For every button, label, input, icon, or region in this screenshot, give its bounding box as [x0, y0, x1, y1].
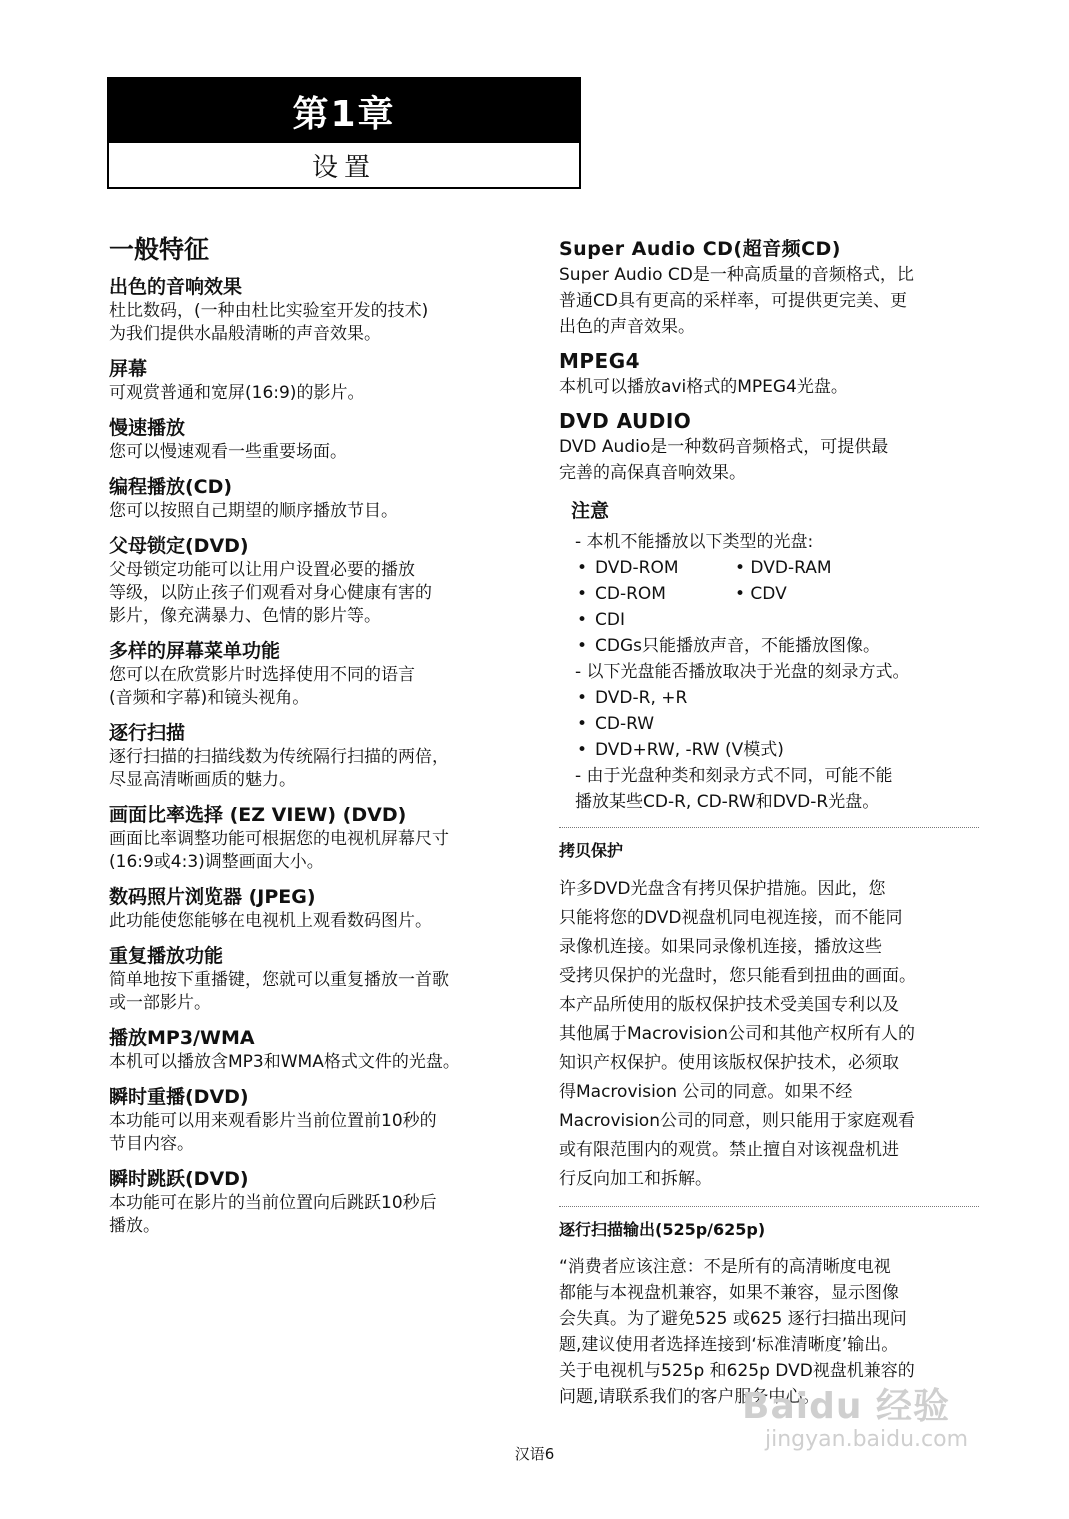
chapter-title: 第1章	[109, 79, 579, 143]
progressive-title: 逐行扫描输出(525p/625p)	[559, 1220, 766, 1239]
page-number: 汉语6	[514, 1445, 555, 1463]
feature-text: 您可以按照自己期望的顺序播放节目。	[109, 501, 398, 521]
note-box	[559, 496, 989, 815]
divider	[559, 1206, 979, 1207]
list-item: • CDGs只能播放声音，不能播放图像。	[577, 636, 880, 656]
right-column	[559, 236, 989, 1410]
copy-protection-text: 许多DVD光盘含有拷贝保护措施。因此，您 只能将您的DVD视盘机同电视连接，而不能同 录像机连接。如果同录像机连接，播放这些 受拷贝保护的光盘时，您只能看到扭曲的画面。 本产品所使用的版权保护技术受美国专利以及 其他属于Macrovision公司和其他产权所有人的 知识产权保护。使用该版权保护技术，必须取 得Macrovision 公司的同意。如果不经 Macrovision公司的同意，则只能用于家庭观看 或有限范围内的观赏。禁止擅自对该视盘机进 行反向加工和拆解。	[559, 879, 916, 1189]
feature-title: 出色的音响效果	[109, 276, 243, 298]
watermark-url: jingyan.baidu.com	[765, 1427, 969, 1452]
note-line: - 本机不能播放以下类型的光盘:	[575, 532, 814, 552]
feature-title: 父母锁定(DVD)	[109, 535, 249, 557]
feature-text: 本功能可以用来观看影片当前位置前10秒的 节目内容。	[109, 1111, 437, 1154]
list-item: • DVD+RW, -RW (V模式)	[577, 740, 784, 760]
feature-item	[109, 884, 549, 933]
mpeg4-title: MPEG4	[559, 349, 641, 373]
feature-title: 多样的屏幕菜单功能	[109, 640, 281, 662]
feature-title: 瞬时跳跃(DVD)	[109, 1168, 249, 1190]
sacd-title: Super Audio CD(超音频CD)	[559, 238, 841, 260]
feature-item	[109, 356, 549, 405]
note-line: - 以下光盘能否播放取决于光盘的刻录方式。	[575, 662, 910, 682]
feature-title: 瞬时重播(DVD)	[109, 1086, 249, 1108]
feature-text: 简单地按下重播键，您就可以重复播放一首歌 或一部影片。	[109, 970, 449, 1013]
feature-item	[109, 1166, 549, 1238]
feature-item	[109, 943, 549, 1015]
feature-item	[109, 802, 549, 874]
feature-item	[109, 1084, 549, 1156]
chapter-header	[107, 77, 581, 189]
feature-text: 杜比数码，(一种由杜比实验室开发的技术) 为我们提供水晶般清晰的声音效果。	[109, 301, 429, 344]
feature-item	[109, 415, 549, 464]
feature-text: 您可以在欣赏影片时选择使用不同的语言 (音频和字幕)和镜头视角。	[109, 665, 415, 708]
feature-title: 画面比率选择 (EZ VIEW) (DVD)	[109, 804, 407, 826]
section-heading: 一般特征	[109, 235, 210, 264]
dvdaudio-title: DVD AUDIO	[559, 409, 692, 433]
list-item: • CD-RW	[577, 714, 655, 734]
list-item: • CD-ROM • CDV	[577, 584, 787, 604]
feature-text: 本功能可在影片的当前位置向后跳跃10秒后 播放。	[109, 1193, 437, 1236]
list-item: • DVD-ROM • DVD-RAM	[577, 558, 832, 578]
feature-text: 您可以慢速观看一些重要场面。	[109, 442, 347, 462]
chapter-subtitle: 设置	[311, 152, 376, 183]
feature-title: 重复播放功能	[109, 945, 224, 967]
feature-title: 数码照片浏览器 (JPEG)	[109, 886, 316, 908]
feature-title: 慢速播放	[109, 417, 186, 439]
list-item: • CDI	[577, 610, 625, 630]
feature-title: 播放MP3/WMA	[109, 1027, 255, 1049]
feature-list	[109, 274, 549, 1238]
feature-title: 屏幕	[109, 358, 148, 380]
feature-text: 画面比率调整功能可根据您的电视机屏幕尺寸 (16:9或4:3)调整画面大小。	[109, 829, 449, 872]
dvdaudio-text: DVD Audio是一种数码音频格式，可提供最 完善的高保真音响效果。	[559, 437, 889, 483]
copy-protection-title: 拷贝保护	[559, 841, 624, 860]
feature-text: 本机可以播放含MP3和WMA格式文件的光盘。	[109, 1052, 460, 1072]
mpeg4-text: 本机可以播放avi格式的MPEG4光盘。	[559, 377, 848, 397]
note-title: 注意	[571, 500, 610, 522]
watermark-logo: Baidu 经验	[742, 1386, 951, 1427]
feature-text: 父母锁定功能可以让用户设置必要的播放 等级，以防止孩子们观看对身心健康有害的 影片，像充满暴力、色情的影片等。	[109, 560, 432, 626]
note-line: - 由于光盘种类和刻录方式不同，可能不能 播放某些CD-R, CD-RW和DVD-R光盘。	[575, 766, 893, 812]
progressive-text: “消费者应该注意：不是所有的高清晰度电视 都能与本视盘机兼容，如果不兼容，显示图像 会失真。为了避免525 或625 逐行扫描出现问 题,建议使用者选择连接到‘标准清晰度’输出。 关于电视机与525p 和625p DVD视盘机兼容的 问题,请联系我们的客户服务中心。	[559, 1257, 915, 1407]
feature-text: 逐行扫描的扫描线数为传统隔行扫描的两倍， 尽显高清晰画质的魅力。	[109, 747, 449, 790]
feature-item	[109, 1025, 549, 1074]
feature-item	[109, 638, 549, 710]
list-item: • DVD-R, +R	[577, 688, 688, 708]
feature-title: 编程播放(CD)	[109, 476, 233, 498]
feature-item	[109, 720, 549, 792]
feature-item	[109, 274, 549, 346]
feature-title: 逐行扫描	[109, 722, 186, 744]
feature-item	[109, 533, 549, 628]
feature-item	[109, 474, 549, 523]
divider	[559, 827, 979, 828]
feature-text: 此功能使您能够在电视机上观看数码图片。	[109, 911, 432, 931]
feature-text: 可观赏普通和宽屏(16:9)的影片。	[109, 383, 365, 403]
sacd-text: Super Audio CD是一种高质量的音频格式，比 普通CD具有更高的采样率，可提供更完美、更 出色的声音效果。	[559, 265, 914, 337]
left-column	[109, 234, 549, 1248]
